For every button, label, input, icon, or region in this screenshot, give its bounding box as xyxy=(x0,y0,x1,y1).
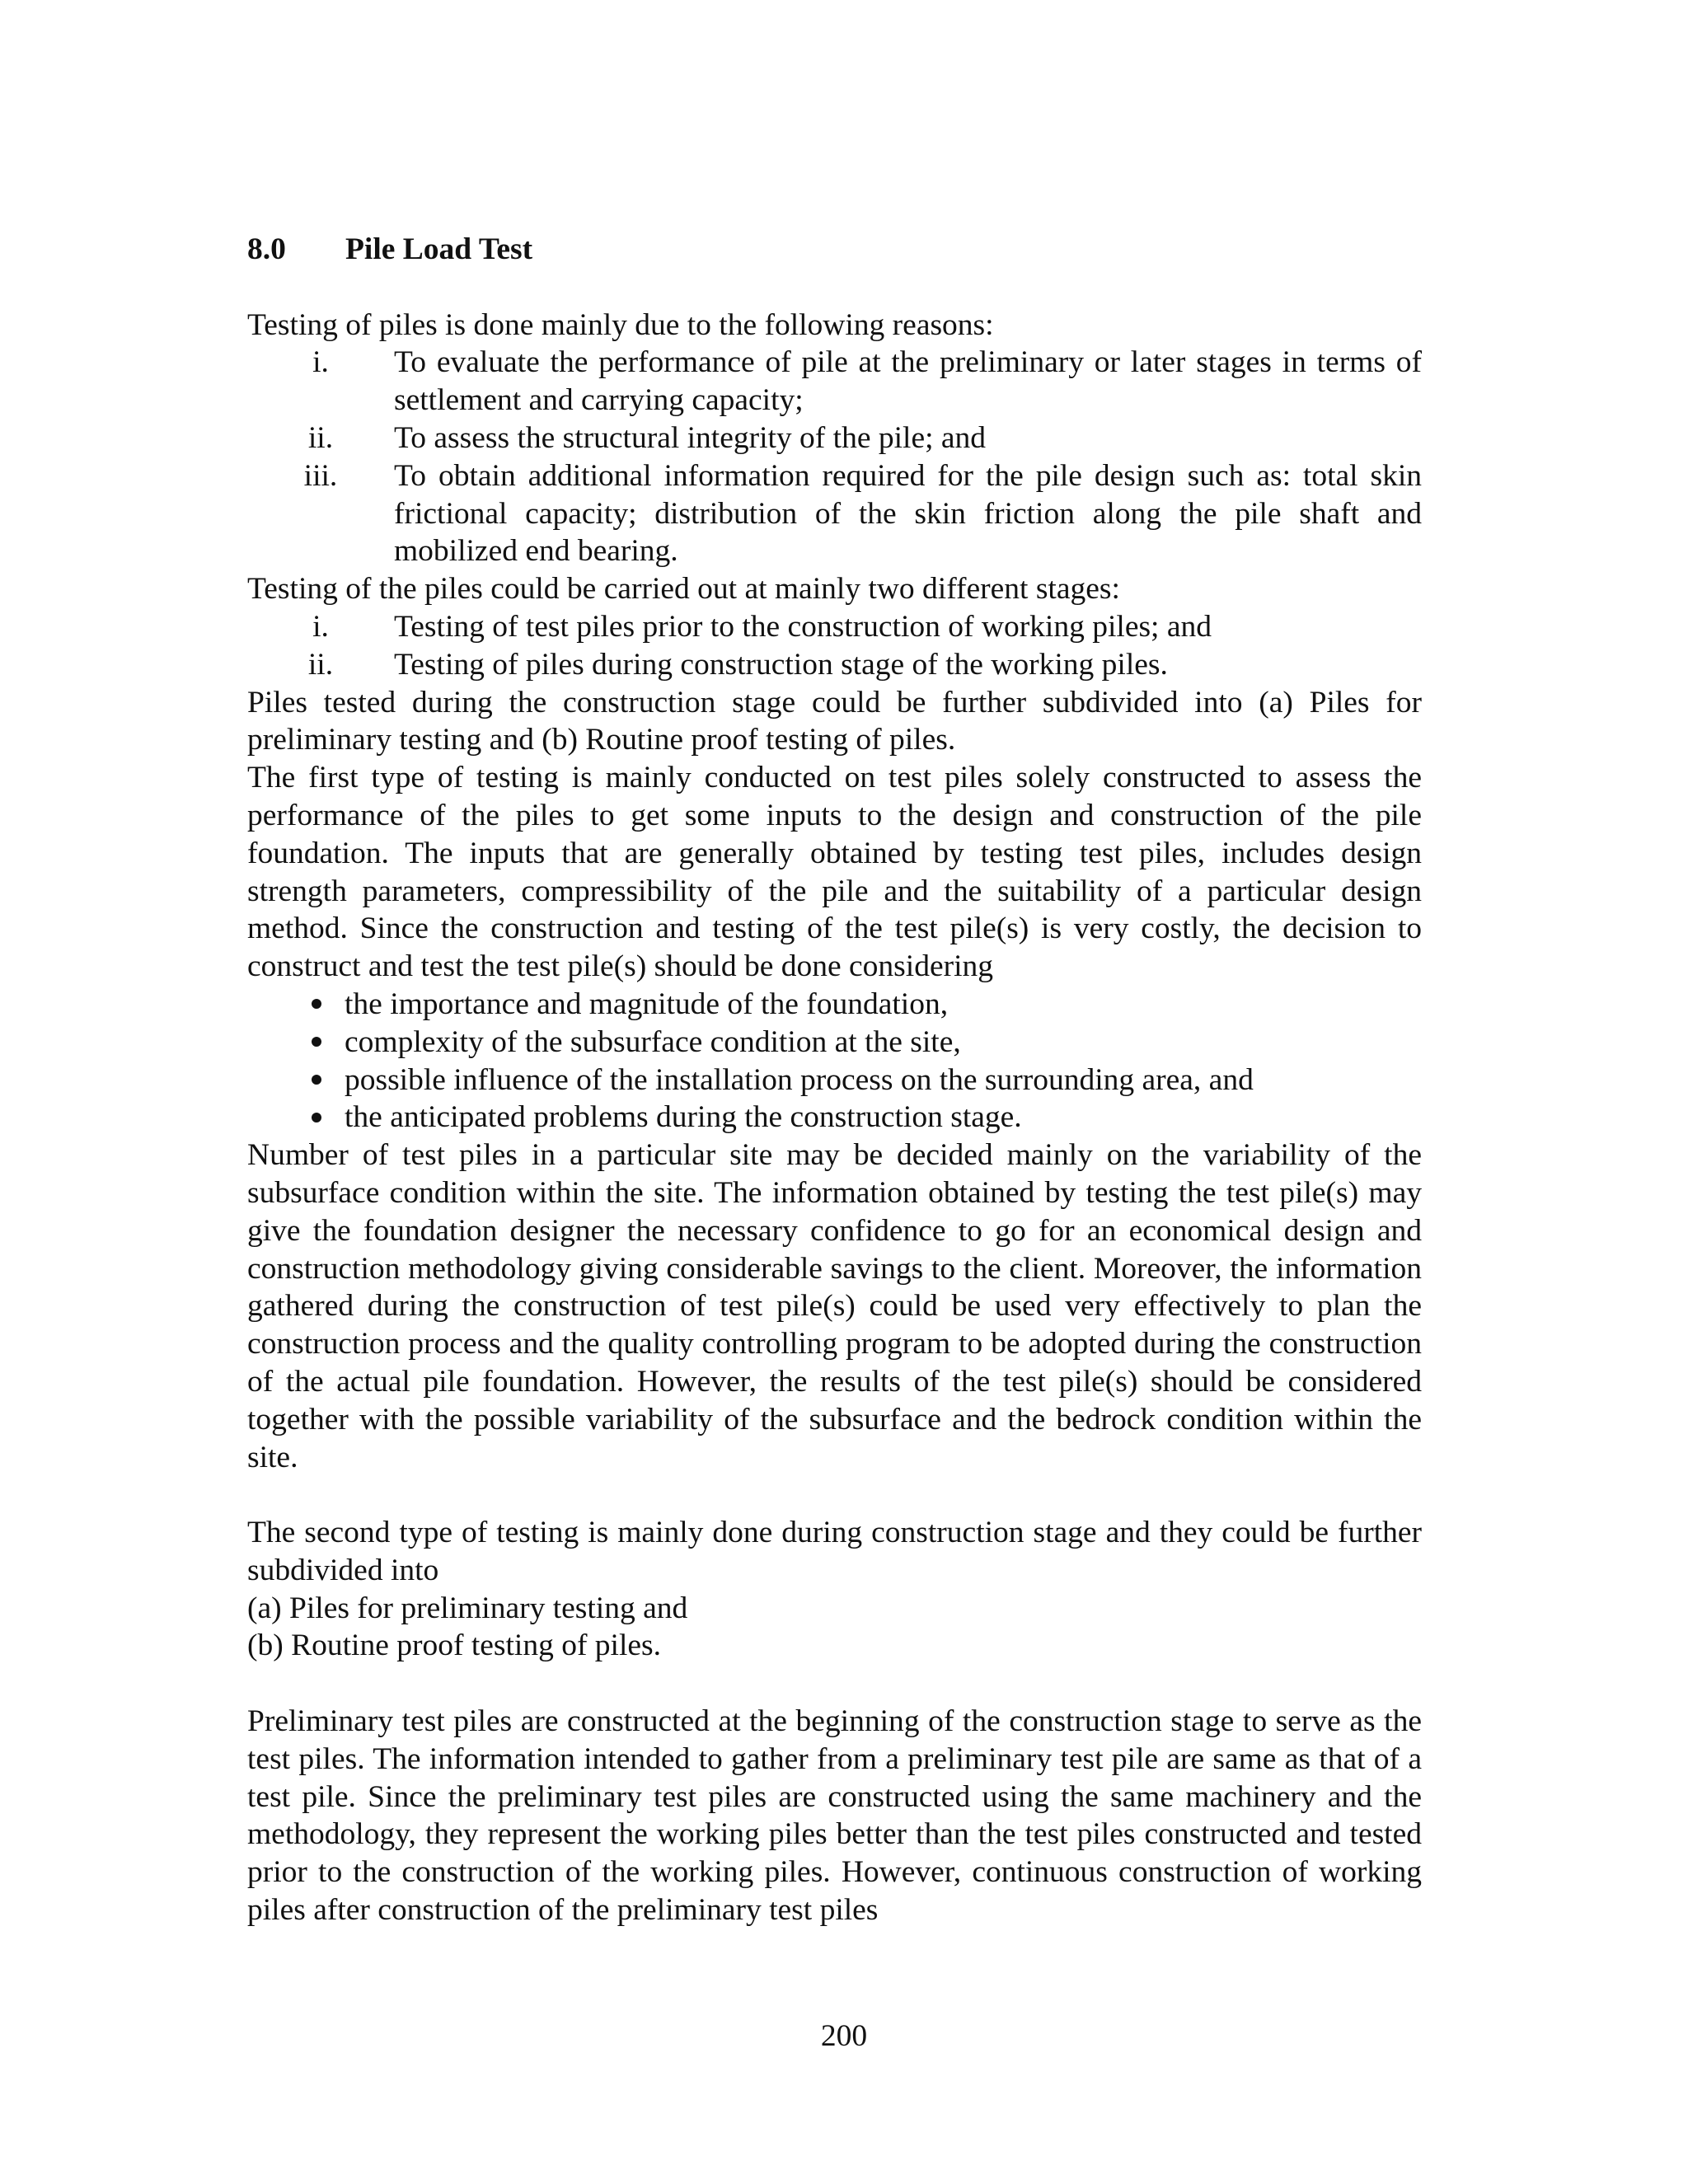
bullet-item xyxy=(247,1099,1422,1137)
section-heading xyxy=(247,231,1422,269)
list-marker: i. xyxy=(312,345,329,380)
bullet-icon xyxy=(247,1062,345,1099)
reasons-list xyxy=(247,344,1422,570)
section-title: Pile Load Test xyxy=(345,232,533,266)
bullet-item xyxy=(247,1024,1422,1062)
list-marker: ii. xyxy=(307,420,334,455)
bullet-icon xyxy=(247,1099,345,1137)
page-number: 200 xyxy=(820,2019,868,2053)
list-item-text: Testing of piles during construction stage of the working piles. xyxy=(394,647,1168,682)
preliminary-paragraph: Preliminary test piles are constructed at the beginning of the construction stage to serve as the test piles. The information intended to gather from a preliminary test pile are same as that of a test pile. Since the preliminary test piles are constructed using the same machinery and the methodology, they represent the working piles better than the test piles constructed and tested prior to the construction of the working piles. However, continuous construction of working piles after construction of the preliminary test piles xyxy=(247,1704,1422,1928)
bullet-icon xyxy=(247,986,345,1024)
list-item-text: To assess the structural integrity of the pile; and xyxy=(394,420,987,455)
paragraph-gap xyxy=(247,1476,1422,1514)
list-item-text: Testing of test piles prior to the construction of working piles; and xyxy=(394,609,1212,644)
first-type-paragraph: The first type of testing is mainly conducted on test piles solely constructed to assess the performance of the piles to get some inputs to the design and construction of the pile foundation. The inputs that are generally obtained by testing test piles, includes design strength parameters, compressibility of the pile and the suitability of a particular design method. Since the construction and testing of the test pile(s) is very costly, the decision to construct and test the test pile(s) should be done considering xyxy=(247,761,1422,984)
bullet-item xyxy=(247,986,1422,1024)
paragraph-gap xyxy=(247,1665,1422,1703)
intro-paragraph: Testing of piles is done mainly due to the following reasons: xyxy=(247,307,994,342)
list-item-text: To evaluate the performance of pile at the preliminary or later stages in terms of settlement and carrying capacity; xyxy=(394,345,1422,418)
bullet-text: the anticipated problems during the construction stage. xyxy=(345,1100,1022,1135)
considerations-list xyxy=(247,986,1422,1137)
list-item xyxy=(247,457,1422,570)
subtype-line: (a) Piles for preliminary testing and xyxy=(247,1591,688,1625)
document-page xyxy=(247,231,1422,1929)
bullet-text: complexity of the subsurface condition at the site, xyxy=(345,1024,961,1059)
section-number: 8.0 xyxy=(247,232,286,266)
subtype-line: (b) Routine proof testing of piles. xyxy=(247,1629,662,1663)
stages-list xyxy=(247,608,1422,684)
number-of-piles-paragraph: Number of test piles in a particular site may be decided mainly on the variability of the subsurface condition within the site. The information obtained by testing the test pile(s) may give the foundation designer the necessary confidence to go for an economical design and construction methodology giving considerable savings to the client. Moreover, the information gathered during the construction of test pile(s) could be used very effectively to plan the construction process and the quality controlling program to be adopted during the construction of the actual pile foundation. However, the results of the test pile(s) should be considered together with the possible variability of the subsurface and the bedrock condition within the site. xyxy=(247,1138,1422,1474)
list-item-text: To obtain additional information required for the pile design such as: total skin frictional capacity; distribution of the skin friction along the pile shaft and mobilized end bearing. xyxy=(394,458,1422,569)
list-marker: iii. xyxy=(303,458,338,493)
bullet-icon xyxy=(247,1024,345,1062)
list-item xyxy=(247,419,1422,457)
bullet-text: the importance and magnitude of the foundation, xyxy=(345,987,949,1021)
list-marker: i. xyxy=(312,609,329,644)
bullet-item xyxy=(247,1062,1422,1099)
list-item xyxy=(247,646,1422,684)
bullet-text: possible influence of the installation process on the surrounding area, and xyxy=(345,1062,1254,1097)
list-item xyxy=(247,344,1422,419)
list-marker: ii. xyxy=(307,647,334,682)
list-item xyxy=(247,608,1422,646)
stages-intro-paragraph: Testing of the piles could be carried out at mainly two different stages: xyxy=(247,572,1120,607)
subdivided-paragraph: Piles tested during the construction stage could be further subdivided into (a) Piles for preliminary testing and (b) Routine proof testing of piles. xyxy=(247,685,1422,757)
second-type-paragraph: The second type of testing is mainly done during construction stage and they could be further subdivided into xyxy=(247,1516,1422,1587)
